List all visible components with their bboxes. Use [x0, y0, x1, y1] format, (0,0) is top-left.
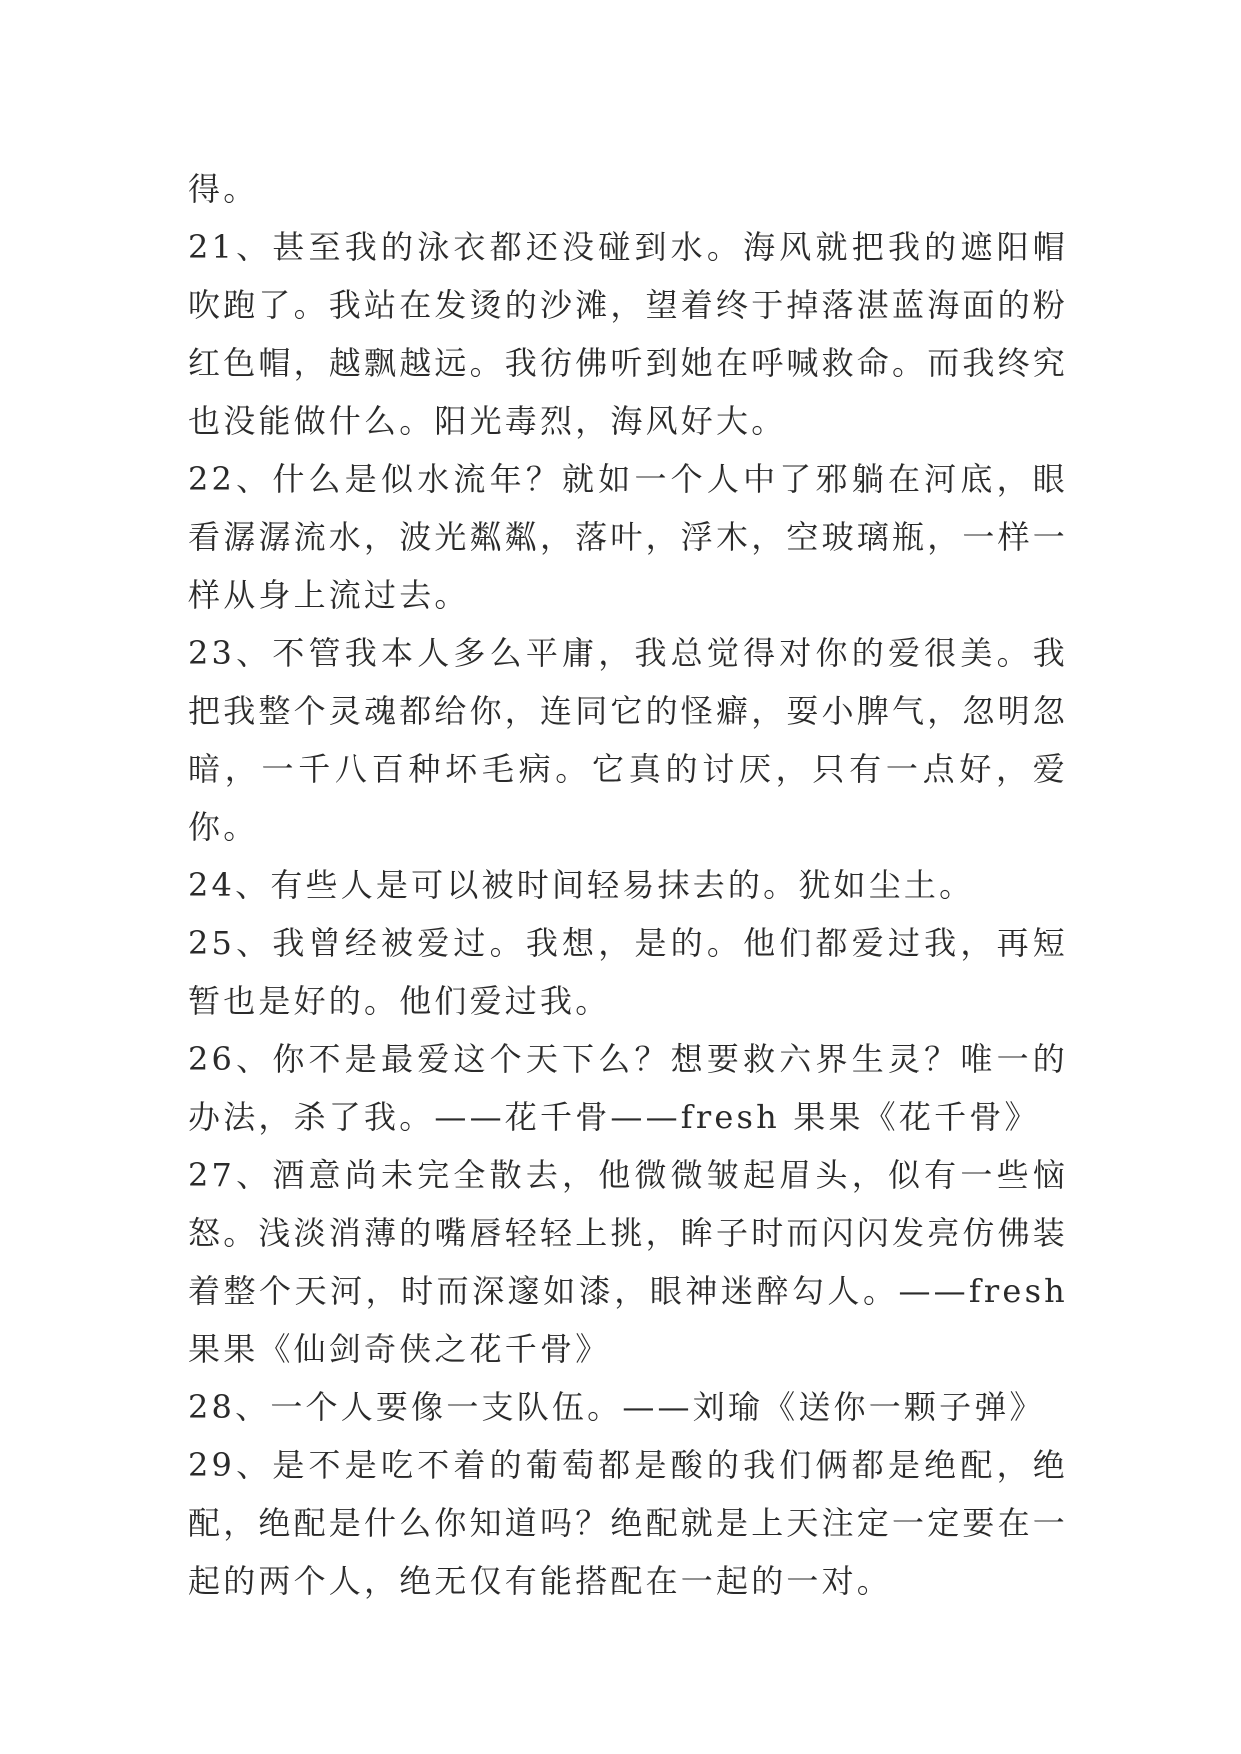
- paragraph-29: 29、是不是吃不着的葡萄都是酸的我们俩都是绝配，绝配，绝配是什么你知道吗？绝配就是上天注定一定要在一起的两个人，绝无仅有能搭配在一起的一对。: [188, 1446, 1069, 1600]
- paragraph-continuation: 得。: [188, 170, 259, 208]
- paragraph-28: 28、一个人要像一支队伍。——刘瑜《送你一颗子弹》: [188, 1388, 1045, 1426]
- paragraph-21: 21、甚至我的泳衣都还没碰到水。海风就把我的遮阳帽吹跑了。我站在发烫的沙滩，望着终于掉落湛蓝海面的粉红色帽，越飘越远。我彷佛听到她在呼喊救命。而我终究也没能做什么。阳光毒烈，海风好大。: [188, 228, 1069, 440]
- paragraph-22: 22、什么是似水流年？就如一个人中了邪躺在河底，眼看潺潺流水，波光粼粼，落叶，浮木，空玻璃瓶，一样一样从身上流过去。: [188, 460, 1069, 614]
- paragraph-23: 23、不管我本人多么平庸，我总觉得对你的爱很美。我把我整个灵魂都给你，连同它的怪癖，耍小脾气，忽明忽暗，一千八百种坏毛病。它真的讨厌，只有一点好，爱你。: [188, 634, 1069, 846]
- paragraph-26: 26、你不是最爱这个天下么？想要救六界生灵？唯一的办法，杀了我。——花千骨——fresh 果果《花千骨》: [188, 1040, 1068, 1136]
- document-body: [188, 160, 1068, 1610]
- paragraph-27: 27、酒意尚未完全散去，他微微皱起眉头，似有一些恼怒。浅淡消薄的嘴唇轻轻上挑，眸子时而闪闪发亮仿佛装着整个天河，时而深邃如漆，眼神迷醉勾人。——fresh 果果《仙剑奇侠之花千骨》: [188, 1156, 1069, 1368]
- paragraph-25: 25、我曾经被爱过。我想，是的。他们都爱过我，再短暂也是好的。他们爱过我。: [188, 924, 1068, 1020]
- paragraph-24: 24、有些人是可以被时间轻易抹去的。犹如尘土。: [188, 866, 975, 904]
